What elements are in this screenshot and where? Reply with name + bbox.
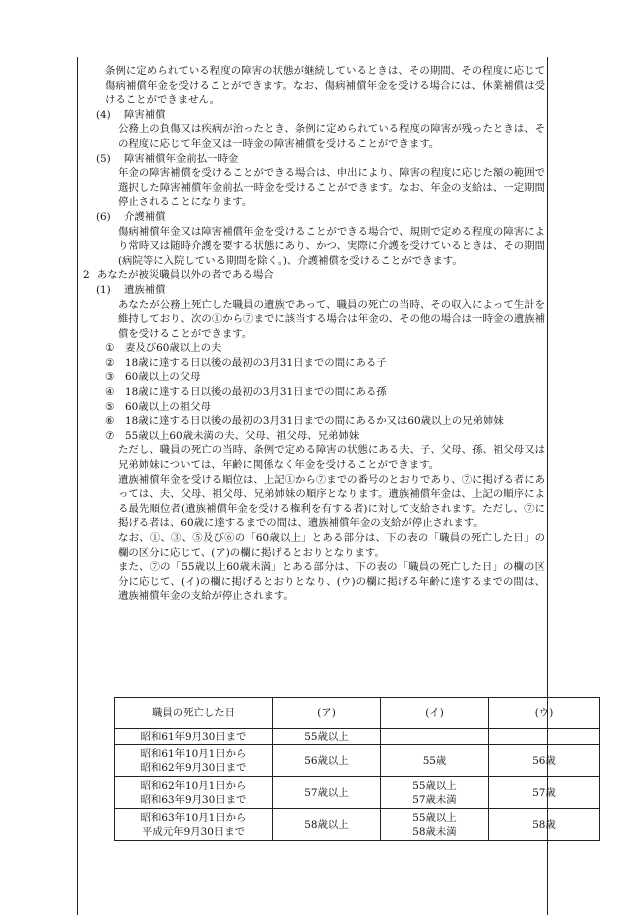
list-item: ① 妻及び60歳以上の夫	[105, 342, 222, 355]
table-cell: 57歳	[489, 777, 600, 809]
paragraph: 傷病補償年金又は障害補償年金を受けることができる場合で、規則で定める程度の障害により常時又は随時介護を要する状態にあり、かつ、実際に介護を受けているときは、その期間(病院等に入院している期間を除く。)、介護補償を受けることができます。	[118, 225, 545, 267]
table-cell: 昭和62年10月1日から 昭和63年9月30日まで	[115, 777, 273, 809]
table-row	[115, 777, 600, 809]
list-item: ⑥ 18歳に達する日以後の最初の3月31日までの間にあるか又は60歳以上の兄弟姉妹	[105, 415, 504, 428]
section-heading: (6) 介護補償	[96, 210, 166, 223]
document-body	[83, 64, 545, 604]
table-cell: 58歳以上	[273, 809, 381, 841]
paragraph: また、⑦の「55歳以上60歳未満」とある部分は、下の表の「職員の死亡した日」の欄の区分に応じて、(イ)の欄に掲げるとおりとなり、(ウ)の欄に掲げる年齢に達するまでの間は、遺族補償年金の支給が停止されます。	[118, 561, 545, 603]
list-item: ⑤ 60歳以上の祖父母	[105, 400, 211, 413]
table-cell: 57歳以上	[273, 777, 381, 809]
paragraph: 条例に定められている程度の障害の状態が継続しているときは、その期間、その程度に応じて傷病補償年金を受けることができます。なお、傷病補償年金を受ける場合には、休業補償は受けることができません。	[105, 65, 545, 107]
paragraph: ただし、職員の死亡の当時、条例で定める障害の状態にある夫、子、父母、孫、祖父母又は兄弟姉妹については、年齢に関係なく年金を受けることができます。	[118, 444, 545, 472]
table-cell	[381, 729, 489, 745]
table-cell: 55歳以上	[273, 729, 381, 745]
section-heading: (5) 障害補償年金前払一時金	[96, 152, 239, 165]
table-cell: 昭和61年10月1日から 昭和62年9月30日まで	[115, 745, 273, 777]
table-header: (ア)	[273, 698, 381, 729]
table-cell	[489, 729, 600, 745]
table-cell: 55歳以上 57歳未満	[381, 777, 489, 809]
paragraph: なお、①、③、⑤及び⑥の「60歳以上」とある部分は、下の表の「職員の死亡した日」の欄の区分に応じて、(ア)の欄に掲げるとおりとなります。	[118, 532, 545, 559]
table-header-row	[115, 698, 600, 729]
paragraph: 年金の障害補償を受けることができる場合は、申出により、障害の程度に応じた額の範囲で選択した障害補償年金前払一時金を受けることができます。なお、年金の支給は、一定期間停止されることになります。	[118, 167, 545, 209]
paragraph: 公務上の負傷又は疾病が治ったとき、条例に定められている程度の障害が残ったときは、その程度に応じて年金又は一時金の障害補償を受けることができます。	[118, 123, 545, 150]
list-item: ③ 60歳以上の父母	[105, 371, 201, 384]
section-heading: 2 あなたが被災職員以外の者である場合	[83, 269, 274, 282]
list-item: ② 18歳に達する日以後の最初の3月31日までの間にある子	[105, 356, 387, 369]
table-cell: 昭和63年10月1日から 平成元年9月30日まで	[115, 809, 273, 841]
table-header: 職員の死亡した日	[115, 698, 273, 729]
age-table	[114, 697, 600, 841]
list-item: ④ 18歳に達する日以後の最初の3月31日までの間にある孫	[105, 386, 387, 399]
table-cell: 58歳	[489, 809, 600, 841]
table-row	[115, 729, 600, 745]
survivor-list	[83, 341, 545, 443]
paragraph: あなたが公務上死亡した職員の遺族であって、職員の死亡の当時、その収入によって生計を維持しており、次の①から⑦までに該当する場合は年金の、その他の場合は一時金の遺族補償を受けることができます。	[118, 298, 545, 340]
table-cell: 56歳	[489, 745, 600, 777]
table-header: (ウ)	[489, 698, 600, 729]
section-heading: (1) 遺族補償	[96, 283, 166, 296]
section-heading: (4) 障害補償	[96, 108, 166, 121]
table-cell: 56歳以上	[273, 745, 381, 777]
table-header: (イ)	[381, 698, 489, 729]
list-item: ⑦ 55歳以上60歳未満の夫、父母、祖父母、兄弟姉妹	[105, 429, 360, 442]
table-row	[115, 745, 600, 777]
table-cell: 55歳以上 58歳未満	[381, 809, 489, 841]
paragraph: 遺族補償年金を受ける順位は、上記①から⑦までの番号のとおりであり、⑦に掲げる者にあっては、夫、父母、祖父母、兄弟姉妹の順序となります。遺族補償年金は、上記の順序による最先順位者(遺族補償年金を受ける権利を有する者)に対して支給されます。ただし、⑦に掲げる者は、60歳に達するまでの間は、遺族補償年金の支給が停止されます。	[118, 473, 545, 530]
table-row	[115, 809, 600, 841]
table-cell: 昭和61年9月30日まで	[115, 729, 273, 745]
table-cell: 55歳	[381, 745, 489, 777]
